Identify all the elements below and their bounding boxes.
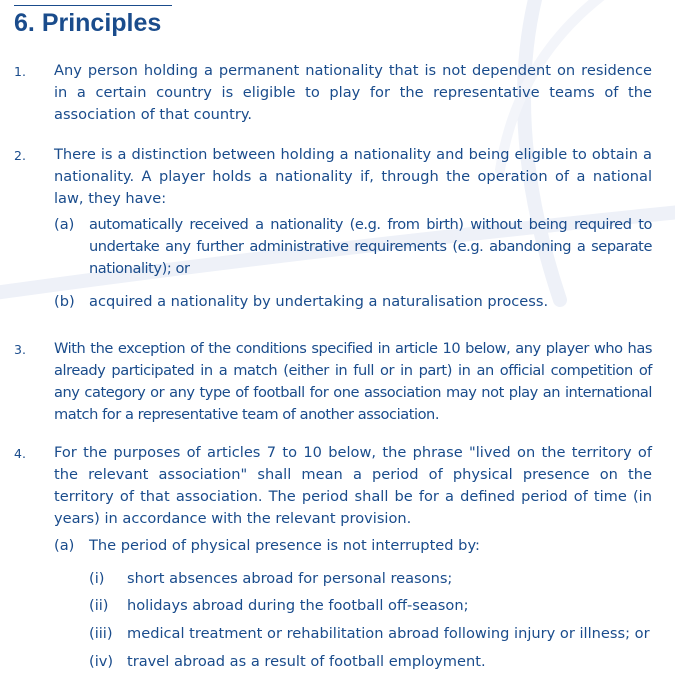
- item-4-a-ii-text: holidays abroad during the football off-season;: [127, 597, 469, 614]
- item-2-b-label: (b): [54, 293, 75, 310]
- item-1-number: 1.: [14, 64, 26, 79]
- item-4-a-i-text: short absences abroad for personal reasons;: [127, 570, 453, 587]
- item-2-b-text: acquired a nationality by undertaking a naturalisation process.: [89, 293, 549, 310]
- item-2-a-text: automatically received a nationality (e.g. from birth) without being required to undertake any further administrative requirements (e.g. abandoning a separate nationality); or: [89, 216, 652, 277]
- section-number: 6.: [14, 9, 35, 37]
- item-4-text: For the purposes of articles 7 to 10 below, the phrase "lived on the territory of the relevant association" shall mean a period of physical presence on the territory of that association. The period shall be for a defined period of time (in years) in accordance with the relevant provision.: [54, 444, 652, 527]
- heading-rule: [14, 5, 172, 6]
- item-2-a-label: (a): [54, 216, 75, 233]
- section-heading: [14, 7, 161, 39]
- item-2-number: 2.: [14, 148, 26, 163]
- item-3-text: With the exception of the conditions specified in article 10 below, any player who has already participated in a match (either in full or in part) in an official competition of any category or any type of football for one association may not play an international match for a representative team of another association.: [54, 340, 652, 423]
- item-4-number: 4.: [14, 446, 26, 461]
- item-4-a-iv-text: travel abroad as a result of football employment.: [127, 653, 486, 670]
- item-4-a-iii-label: (iii): [89, 625, 113, 642]
- item-4-a-label: (a): [54, 537, 75, 554]
- item-4-a-text: The period of physical presence is not interrupted by:: [89, 537, 480, 554]
- item-4-a-iv-label: (iv): [89, 653, 114, 670]
- item-4-a-iii-text: medical treatment or rehabilitation abroad following injury or illness; or: [127, 625, 650, 642]
- item-1-text: Any person holding a permanent nationality that is not dependent on residence in a certain country is eligible to play for the representative teams of the association of that country.: [54, 62, 652, 123]
- item-3-number: 3.: [14, 342, 26, 357]
- item-4-a-i-label: (i): [89, 570, 105, 587]
- item-4-a-ii-label: (ii): [89, 597, 109, 614]
- item-2-text: There is a distinction between holding a nationality and being eligible to obtain a nationality. A player holds a nationality if, through the operation of a national law, they have:: [54, 146, 652, 207]
- section-title: Principles: [41, 9, 162, 37]
